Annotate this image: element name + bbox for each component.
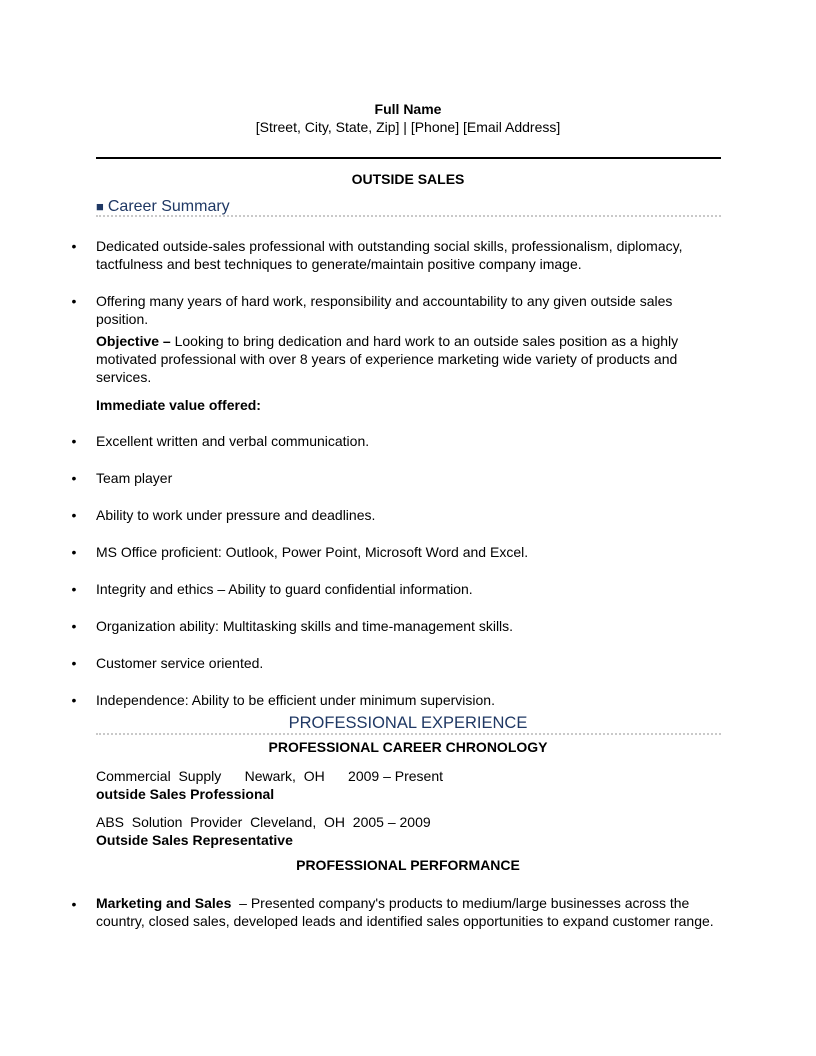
performance-text: – Presented company's products to medium/large businesses across the country, closed sales, developed leads and identified sales opportunities to expand customer range.: [96, 895, 714, 929]
summary-bullet: Dedicated outside-sales professional with outstanding social skills, professionalism, diplomacy, tactfulness and best techniques to generate/maintain positive company image.: [96, 238, 683, 272]
objective-paragraph: [96, 332, 716, 386]
bullet-icon: •: [71, 692, 77, 708]
value-item: Team player: [96, 470, 173, 486]
value-item: Ability to work under pressure and deadlines.: [96, 507, 376, 523]
performance-label: Marketing and Sales: [96, 895, 232, 911]
header-divider: [96, 157, 721, 159]
bullet-icon: •: [71, 544, 77, 560]
value-offered-heading: Immediate value offered:: [96, 397, 261, 413]
career-summary-heading-text: Career Summary: [107, 198, 230, 215]
section-divider: [96, 215, 721, 217]
value-item: Independence: Ability to be efficient under minimum supervision.: [96, 692, 495, 708]
bullet-icon: •: [71, 581, 77, 597]
performance-item: [96, 894, 716, 930]
bullet-icon: •: [71, 655, 77, 671]
bullet-icon: •: [71, 618, 77, 634]
value-item: Integrity and ethics – Ability to guard confidential information.: [96, 581, 473, 597]
section-divider: [96, 733, 721, 735]
bullet-icon: •: [71, 470, 77, 486]
performance-heading: PROFESSIONAL PERFORMANCE: [296, 857, 520, 873]
bullet-icon: •: [71, 433, 77, 449]
bullet-icon: •: [71, 238, 77, 254]
value-item: Customer service oriented.: [96, 655, 264, 671]
value-item: MS Office proficient: Outlook, Power Point, Microsoft Word and Excel.: [96, 544, 529, 560]
summary-bullet: Offering many years of hard work, responsibility and accountability to any given outside sales position.: [96, 293, 673, 327]
square-bullet-icon: ■: [96, 199, 104, 214]
chronology-heading: PROFESSIONAL CAREER CHRONOLOGY: [268, 739, 548, 755]
job-role: outside Sales Professional: [96, 786, 275, 802]
experience-heading: PROFESSIONAL EXPERIENCE: [288, 714, 528, 732]
contact-line: [Street, City, State, Zip] | [Phone] [Email Address]: [255, 119, 561, 135]
full-name: Full Name: [374, 101, 442, 117]
objective-label: Objective –: [96, 333, 171, 349]
job-company-line: ABS Solution Provider Cleveland, OH 2005 – 2009: [96, 814, 431, 830]
value-item: Organization ability: Multitasking skills and time-management skills.: [96, 618, 514, 634]
bullet-icon: •: [71, 293, 77, 309]
objective-text: Looking to bring dedication and hard work to an outside sales position as a highly motivated professional with over 8 years of experience marketing wide variety of products and services.: [96, 333, 679, 385]
bullet-icon: •: [71, 507, 77, 523]
job-company-line: Commercial Supply Newark, OH 2009 – Present: [96, 768, 444, 784]
career-summary-heading: [96, 198, 230, 216]
job-role: Outside Sales Representative: [96, 832, 293, 848]
job-title: OUTSIDE SALES: [351, 171, 465, 187]
value-item: Excellent written and verbal communication.: [96, 433, 370, 449]
bullet-icon: •: [71, 896, 77, 912]
